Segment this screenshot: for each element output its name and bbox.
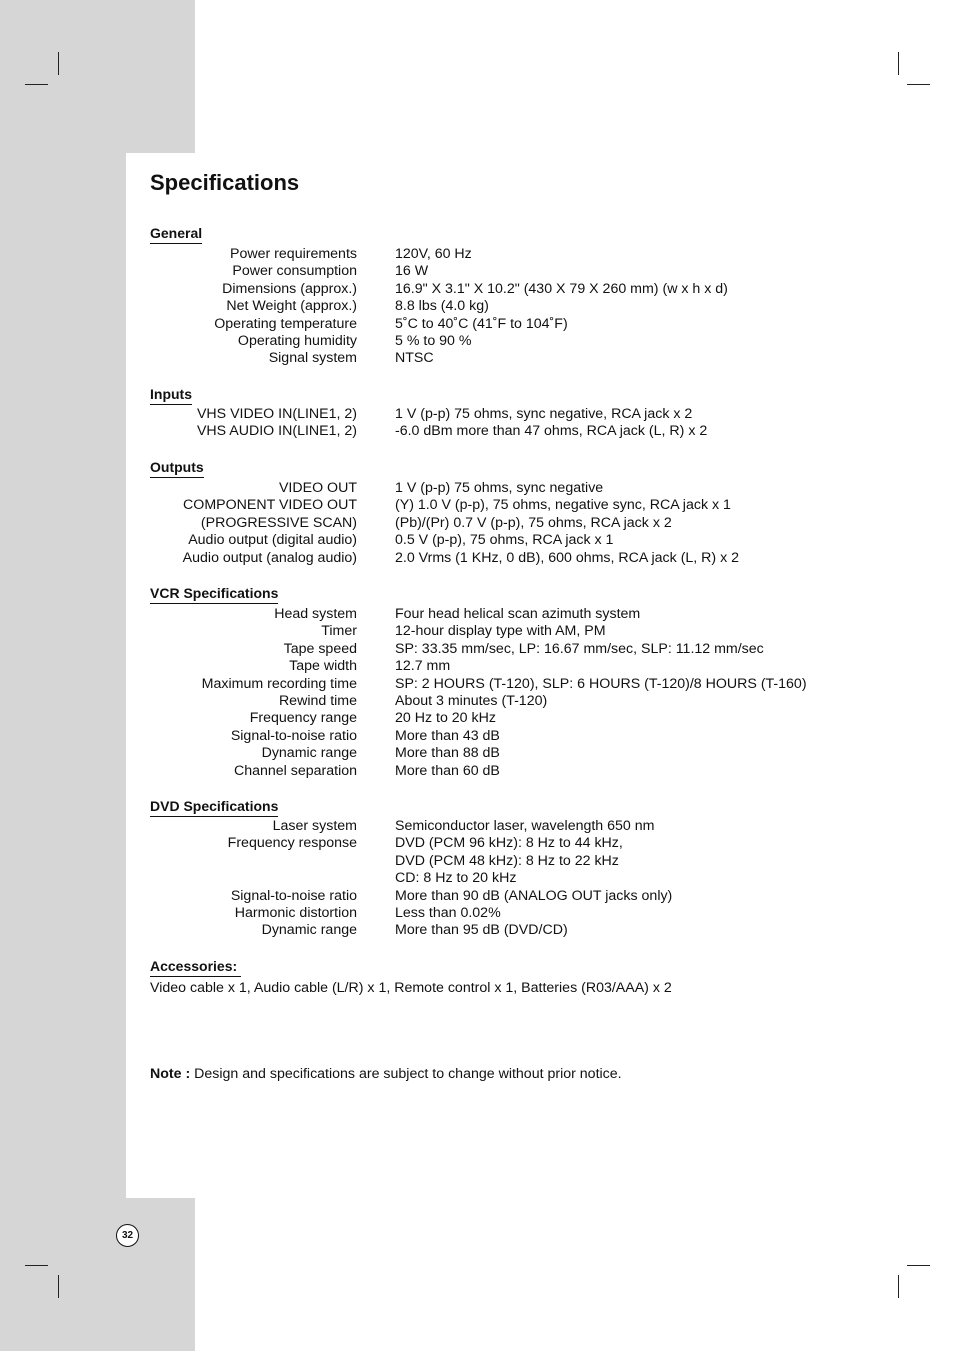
spec-label: Laser system bbox=[272, 818, 357, 834]
spec-row bbox=[0, 676, 954, 693]
spec-value: More than 90 dB (ANALOG OUT jacks only) bbox=[395, 887, 673, 904]
spec-row bbox=[0, 905, 954, 922]
spec-label: Harmonic distortion bbox=[234, 904, 357, 921]
note-text: Design and specifications are subject to change without prior notice. bbox=[190, 1066, 622, 1082]
section-heading-general: General bbox=[150, 225, 202, 244]
section-heading-outputs: Outputs bbox=[150, 459, 204, 478]
spec-label: Power requirements bbox=[230, 246, 357, 262]
spec-row bbox=[0, 835, 954, 852]
spec-value: More than 43 dB bbox=[395, 727, 500, 744]
spec-row bbox=[0, 870, 954, 887]
spec-label: Timer bbox=[321, 623, 357, 640]
spec-label: Signal system bbox=[268, 350, 357, 367]
crop-mark bbox=[898, 1275, 899, 1298]
spec-label: Tape width bbox=[289, 658, 357, 675]
spec-label: COMPONENT VIDEO OUT bbox=[183, 497, 357, 514]
spec-value: 5 % to 90 % bbox=[395, 332, 472, 349]
spec-row bbox=[0, 532, 954, 549]
spec-value: 5˚C to 40˚C (41˚F to 104˚F) bbox=[395, 315, 568, 332]
spec-table-vcr bbox=[0, 606, 954, 780]
spec-row bbox=[0, 423, 954, 440]
section-heading-accessories: Accessories: bbox=[150, 958, 241, 977]
spec-label: VHS VIDEO IN(LINE1, 2) bbox=[196, 406, 357, 422]
spec-value: 120V, 60 Hz bbox=[395, 246, 472, 262]
spec-label: Dynamic range bbox=[261, 745, 357, 762]
spec-row bbox=[0, 298, 954, 315]
spec-value: NTSC bbox=[395, 350, 434, 367]
crop-mark bbox=[58, 52, 59, 75]
spec-label: Dimensions (approx.) bbox=[222, 280, 357, 297]
spec-label: Frequency response bbox=[227, 835, 357, 852]
note-label: Note : bbox=[150, 1066, 191, 1082]
spec-label: Frequency range bbox=[249, 710, 357, 727]
spec-value: SP: 33.35 mm/sec, LP: 16.67 mm/sec, SLP: 11.12 mm/sec bbox=[395, 640, 764, 657]
spec-row bbox=[0, 316, 954, 333]
note bbox=[150, 1066, 622, 1083]
spec-row bbox=[0, 818, 954, 835]
spec-label: VIDEO OUT bbox=[278, 480, 357, 496]
spec-row bbox=[0, 480, 954, 497]
spec-value: (Y) 1.0 V (p-p), 75 ohms, negative sync, RCA jack x 1 bbox=[395, 497, 731, 514]
spec-value: More than 88 dB bbox=[395, 745, 500, 762]
spec-value: 12.7 mm bbox=[395, 658, 451, 675]
section-heading-vcr: VCR Specifications bbox=[150, 585, 278, 604]
spec-row bbox=[0, 550, 954, 567]
spec-value: DVD (PCM 48 kHz): 8 Hz to 22 kHz bbox=[395, 852, 619, 869]
spec-value: DVD (PCM 96 kHz): 8 Hz to 44 kHz, bbox=[395, 835, 623, 852]
crop-mark bbox=[907, 1265, 930, 1266]
section-heading-inputs: Inputs bbox=[150, 386, 192, 405]
spec-value: 2.0 Vrms (1 KHz, 0 dB), 600 ohms, RCA jack (L, R) x 2 bbox=[395, 549, 740, 566]
spec-value: 1 V (p-p) 75 ohms, sync negative bbox=[395, 480, 604, 496]
spec-row bbox=[0, 728, 954, 745]
spec-label: Tape speed bbox=[283, 640, 357, 657]
spec-label: Head system bbox=[274, 606, 357, 622]
spec-row bbox=[0, 853, 954, 870]
spec-value: 0.5 V (p-p), 75 ohms, RCA jack x 1 bbox=[395, 532, 614, 549]
spec-value: More than 95 dB (DVD/CD) bbox=[395, 922, 568, 939]
crop-mark bbox=[58, 1275, 59, 1298]
spec-row bbox=[0, 623, 954, 640]
crop-mark bbox=[898, 52, 899, 75]
spec-label: Maximum recording time bbox=[201, 675, 357, 692]
margin-band-top bbox=[0, 0, 195, 153]
spec-row bbox=[0, 281, 954, 298]
spec-table-outputs bbox=[0, 480, 954, 567]
spec-value: SP: 2 HOURS (T-120), SLP: 6 HOURS (T-120)/8 HOURS (T-160) bbox=[395, 675, 807, 692]
spec-row bbox=[0, 606, 954, 623]
spec-value: 8.8 lbs (4.0 kg) bbox=[395, 298, 489, 315]
spec-label: Signal-to-noise ratio bbox=[230, 727, 357, 744]
spec-label: Channel separation bbox=[233, 762, 357, 779]
spec-value: 20 Hz to 20 kHz bbox=[395, 710, 496, 727]
margin-band-bottom bbox=[0, 1198, 195, 1351]
spec-row bbox=[0, 515, 954, 532]
spec-value: 16 W bbox=[395, 263, 429, 280]
spec-row bbox=[0, 763, 954, 780]
spec-row bbox=[0, 641, 954, 658]
spec-value: -6.0 dBm more than 47 ohms, RCA jack (L, R) x 2 bbox=[395, 423, 708, 440]
spec-row bbox=[0, 350, 954, 367]
crop-mark bbox=[25, 1265, 48, 1266]
crop-mark bbox=[907, 84, 930, 85]
spec-value: 12-hour display type with AM, PM bbox=[395, 623, 606, 640]
spec-row bbox=[0, 406, 954, 423]
crop-mark bbox=[25, 84, 48, 85]
page-title: Specifications bbox=[150, 170, 300, 195]
spec-label: Power consumption bbox=[232, 263, 357, 280]
spec-value: About 3 minutes (T-120) bbox=[395, 692, 548, 709]
spec-table-dvd bbox=[0, 818, 954, 940]
spec-row bbox=[0, 693, 954, 710]
spec-label: Net Weight (approx.) bbox=[226, 298, 357, 315]
spec-label: VHS AUDIO IN(LINE1, 2) bbox=[196, 423, 357, 440]
spec-value: 16.9" X 3.1" X 10.2" (430 X 79 X 260 mm) (w x h x d) bbox=[395, 280, 728, 297]
spec-label: Operating temperature bbox=[214, 315, 357, 332]
spec-table-inputs bbox=[0, 406, 954, 441]
accessories-text: Video cable x 1, Audio cable (L/R) x 1, Remote control x 1, Batteries (R03/AAA) x 2 bbox=[150, 980, 672, 996]
spec-label: Audio output (analog audio) bbox=[182, 549, 357, 566]
spec-value: Four head helical scan azimuth system bbox=[395, 606, 641, 622]
spec-row bbox=[0, 710, 954, 727]
spec-value: (Pb)/(Pr) 0.7 V (p-p), 75 ohms, RCA jack x 2 bbox=[395, 514, 672, 531]
spec-label: (PROGRESSIVE SCAN) bbox=[200, 514, 357, 531]
spec-value: 1 V (p-p) 75 ohms, sync negative, RCA jack x 2 bbox=[395, 406, 693, 422]
spec-row bbox=[0, 888, 954, 905]
spec-row bbox=[0, 745, 954, 762]
spec-row bbox=[0, 497, 954, 514]
spec-label: Operating humidity bbox=[237, 332, 357, 349]
spec-label: Audio output (digital audio) bbox=[188, 532, 357, 549]
spec-label: Signal-to-noise ratio bbox=[230, 887, 357, 904]
spec-row bbox=[0, 246, 954, 263]
spec-label: Dynamic range bbox=[261, 922, 357, 939]
spec-label: Rewind time bbox=[278, 692, 357, 709]
spec-row bbox=[0, 658, 954, 675]
spec-table-general bbox=[0, 246, 954, 368]
spec-row bbox=[0, 922, 954, 939]
spec-value: More than 60 dB bbox=[395, 762, 500, 779]
spec-value: CD: 8 Hz to 20 kHz bbox=[395, 870, 517, 887]
spec-value: Less than 0.02% bbox=[395, 904, 501, 921]
spec-value: Semiconductor laser, wavelength 650 nm bbox=[395, 818, 655, 834]
spec-row bbox=[0, 263, 954, 280]
section-heading-dvd: DVD Specifications bbox=[150, 798, 278, 817]
page-number: 32 bbox=[116, 1224, 139, 1247]
spec-row bbox=[0, 333, 954, 350]
